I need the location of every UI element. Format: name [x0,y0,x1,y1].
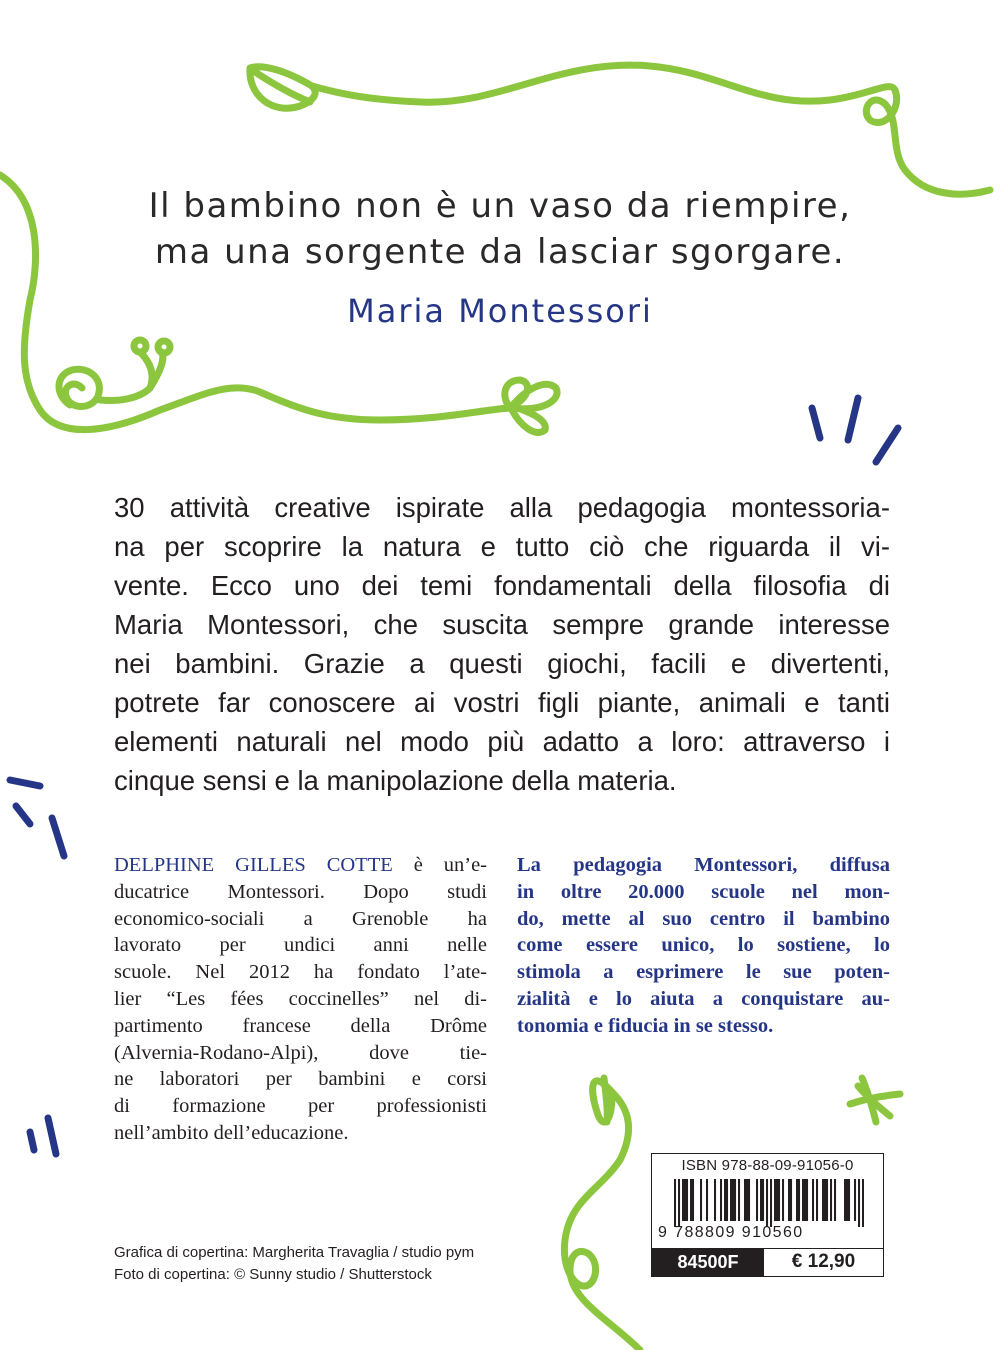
barcode-bar [826,1179,828,1221]
barcode-bar [690,1179,692,1221]
quote-line-2: ma una sorgente da lasciar sgorgare. [154,232,846,272]
barcode-bar [766,1179,768,1227]
intro-line: vente. Ecco uno dei temi fondamentali della filosofia di [114,570,890,601]
barcode-bar [804,1179,806,1221]
barcode-bar [848,1179,850,1221]
bio-line: ducatrice Montessori. Dopo studi [114,880,487,903]
barcode-bar [744,1179,746,1221]
blurb-line: La pedagogia Montessori, diffusa [517,854,890,876]
blurb-line: stimola a esprimere le sue poten- [517,961,890,984]
barcode-bar [834,1179,836,1221]
barcode-bar [686,1179,688,1221]
intro-paragraph [114,488,890,800]
blurb-line: come essere unico, lo sostiene, lo [517,934,890,957]
snail-icon [59,340,170,407]
accent-marks-top-right [812,398,898,462]
product-code: 84500F [652,1249,764,1276]
barcode-bar [788,1179,790,1221]
intro-line: cinque sensi e la manipolazione della materia. [114,765,677,796]
quote-author: Maria Montessori [347,292,653,330]
barcode-bar [844,1179,846,1221]
barcode-bar [862,1179,864,1227]
ean-digits: 9 788809 910560 [658,1224,804,1241]
barcode-bar [770,1179,772,1227]
bio-line: partimento francese della Drôme [114,1014,487,1037]
bio-line: (Alvernia-Rodano-Alpi), dove tie- [114,1041,487,1064]
barcode-bar [830,1179,832,1221]
author-bio [114,852,487,1147]
sprout-icon [505,380,557,432]
intro-line: nei bambini. Grazie a questi giochi, facili e divertenti, [114,648,890,679]
barcode-bar [726,1179,728,1221]
intro-line: 30 attività creative ispirate alla pedagogia montessoria- [114,492,890,523]
barcode-bar [802,1179,804,1221]
top-vine [312,65,990,194]
barcode-bar [798,1179,800,1221]
price: € 12,90 [791,1251,856,1272]
bio-line: economico-sociali a Grenoble ha [114,907,487,930]
isbn-label: ISBN 978-88-09-91056-0 [681,1157,854,1174]
asterisk-icon [850,1078,900,1122]
barcode-bar [778,1179,780,1221]
cover-credits [114,1242,474,1286]
barcode-bar [796,1179,798,1221]
barcode-bar [700,1179,702,1221]
barcode-bar [824,1179,826,1221]
barcode-box [651,1153,884,1277]
bio-line: scuole. Nel 2012 ha fondato l’ate- [114,961,487,984]
barcode-bar [734,1179,736,1221]
intro-line: elementi naturali nel modo più adatto a loro: attraverso i [114,726,890,757]
barcode-bar [756,1179,758,1221]
barcode-bar [738,1179,740,1221]
barcode-bar [682,1179,684,1221]
intro-line: na per scoprire la natura e tutto ciò che riguarda il vi- [114,531,890,562]
barcode-bar [760,1179,762,1221]
barcode-bar [732,1179,734,1221]
intro-line: Maria Montessori, che suscita sempre grande interesse [114,609,890,640]
bio-line: di formazione per professionisti [114,1095,487,1118]
bio-line: lavorato per undici anni nelle [114,934,487,957]
intro-line: potrete far conoscere ai vostri figli piante, animali e tanti [114,687,890,718]
barcode-bar [706,1179,708,1221]
blurb-line: tonomia e fiducia in se stesso. [517,1014,774,1037]
blurb-line: do, mette al suo centro il bambino [517,907,890,930]
barcode-bar [678,1179,680,1227]
barcode-bar [858,1179,860,1227]
barcode-bar [822,1179,824,1221]
bio-line: ne laboratori per bambini e corsi [114,1068,487,1091]
bio-first-line-rest: è un’e- [413,854,487,876]
bio-line: nell’ambito dell’educazione. [114,1121,349,1144]
barcode-bar [776,1179,778,1221]
barcode-bar [730,1179,732,1221]
barcode-bar [714,1179,716,1221]
blurb-line: in oltre 20.000 scuole nel mon- [517,880,890,903]
barcode-bar [816,1179,818,1221]
barcode-bar [674,1179,676,1227]
top-leaf-icon [250,67,315,108]
barcode-bar [782,1179,784,1221]
price-row [652,1248,883,1276]
barcode-bar [790,1179,792,1221]
barcode-bar [774,1179,776,1221]
barcode-bar [748,1179,750,1221]
barcode-bar [812,1179,814,1221]
blurb-line: zialità e lo aiuta a conquistare au- [517,987,890,1010]
accent-marks-bottom-left [30,1118,56,1154]
pedagogy-blurb [517,852,890,1040]
barcode-bar [854,1179,856,1221]
barcode-bar [724,1179,726,1221]
barcode-bar [846,1179,848,1221]
bio-line [114,852,487,879]
quote-line-1: Il bambino non è un vaso da riempire, [148,186,852,226]
barcode-bar [746,1179,748,1221]
barcode-bar [692,1179,694,1221]
cover-design-credit: Grafica di copertina: Margherita Travaglia / studio pym [114,1244,475,1261]
author-name: DELPHINE GILLES COTTE [114,854,393,876]
bio-line: lier “Les fées coccinelles” nel di- [114,987,487,1010]
barcode-bar [762,1179,764,1221]
accent-marks-left [10,780,64,856]
barcode-bar [684,1179,686,1221]
barcode-bar [720,1179,722,1221]
bottom-leaf-icon [593,1078,612,1122]
cover-photo-credit: Foto di copertina: © Sunny studio / Shutterstock [114,1266,432,1283]
barcode-bar [806,1179,808,1221]
bottom-vine [564,1090,640,1350]
barcode-bars [674,1179,864,1227]
